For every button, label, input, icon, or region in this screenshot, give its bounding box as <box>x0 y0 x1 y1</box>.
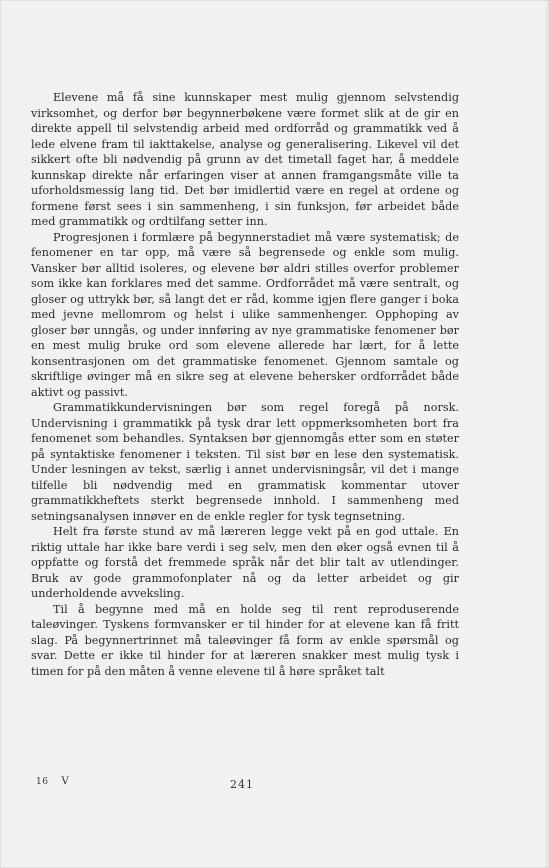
paragraph: Grammatikkundervisningen bør som regel foregå på norsk. Undervisning i grammatikk på tysk drar lett oppmerksomheten bort fra fenomenet som behandles. Syntaksen bør gjennomgås etter som en støter på syntaktiske fenomener i teksten. Til sist bør en lese den systematisk. Under lesningen av tekst, særlig i annet undervisningsår, vil det i mange tilfelle bli nødvendig med en grammatisk kommentar utover grammatikkheftets sterkt begrensede innhold. I sammenheng med setningsanalysen innøver en de enkle regler for tysk tegnsetning. <box>31 401 459 523</box>
paragraph: Elevene må få sine kunnskaper mest mulig gjennom selvstendig virksomhet, og derfor bør begynnerbøkene være formet slik at de gir en direkte appell til selvstendig arbeid med ordforråd og grammatikk ved å lede elvene fram til iakttakelse, analyse og generalisering. Likevel vil det sikkert ofte bli nødvendig på grunn av det timetall faget har, å meddele kunnskap direkte når erfaringen viser at annen framgangsmåte ville ta uforholdsmessig lang tid. Det bør imidlertid være en regel at ordene og formene først sees i sin sammenheng, i sin funksjon, før arbeidet både med grammatikk og ordtilfang setter inn. <box>31 91 459 228</box>
paragraph: Helt fra første stund av må læreren legge vekt på en god uttale. En riktig uttale har ikke bare verdi i seg selv, men den øker også evnen til å oppfatte og forstå det fremmede språk når det blir talt av utlendinger. Bruk av gode grammofonplater nå og da letter arbeidet og gir underholdende avveksling. <box>31 525 459 600</box>
page-edge-shadow <box>544 0 550 868</box>
body-text <box>31 90 459 679</box>
signature-letter: V <box>61 776 70 787</box>
printer-signature <box>36 776 69 787</box>
page-number: 241 <box>230 778 254 791</box>
paragraph: Til å begynne med må en holde seg til rent reproduserende taleøvinger. Tyskens formvansker er til hinder for at elevene kan få fritt slag. På begynnertrinnet må taleøvinger få form av enkle spørsmål og svar. Dette er ikke til hinder for at læreren snakker mest mulig tysk i timen for på den måten å venne elevene til å høre språket talt <box>31 602 459 678</box>
page-footer <box>0 776 550 792</box>
paragraph: Progresjonen i formlære på begynnerstadiet må være systematisk; de fenomener en tar opp, må være så begrensede og enkle som mulig. Vansker bør alltid isoleres, og elevene bør aldri stilles overfor problemer som ikke kan forklares med det samme. Ordforrådet må være sentralt, og gloser og uttrykk bør, så langt det er råd, komme igjen flere ganger i boka med jevne mellomrom og helst i ulike sammenhenger. Opphoping av gloser bør unngås, og under innføring av nye grammatiske fenomener bør en mest mulig bruke ord som elevene allerede har lært, for å lette konsentrasjonen om det grammatiske fenomenet. Gjennom samtale og skriftlige øvinger må en sikre seg at elevene behersker ordforrådet både aktivt og passivt. <box>31 230 459 399</box>
signature-number: 16 <box>36 777 49 787</box>
